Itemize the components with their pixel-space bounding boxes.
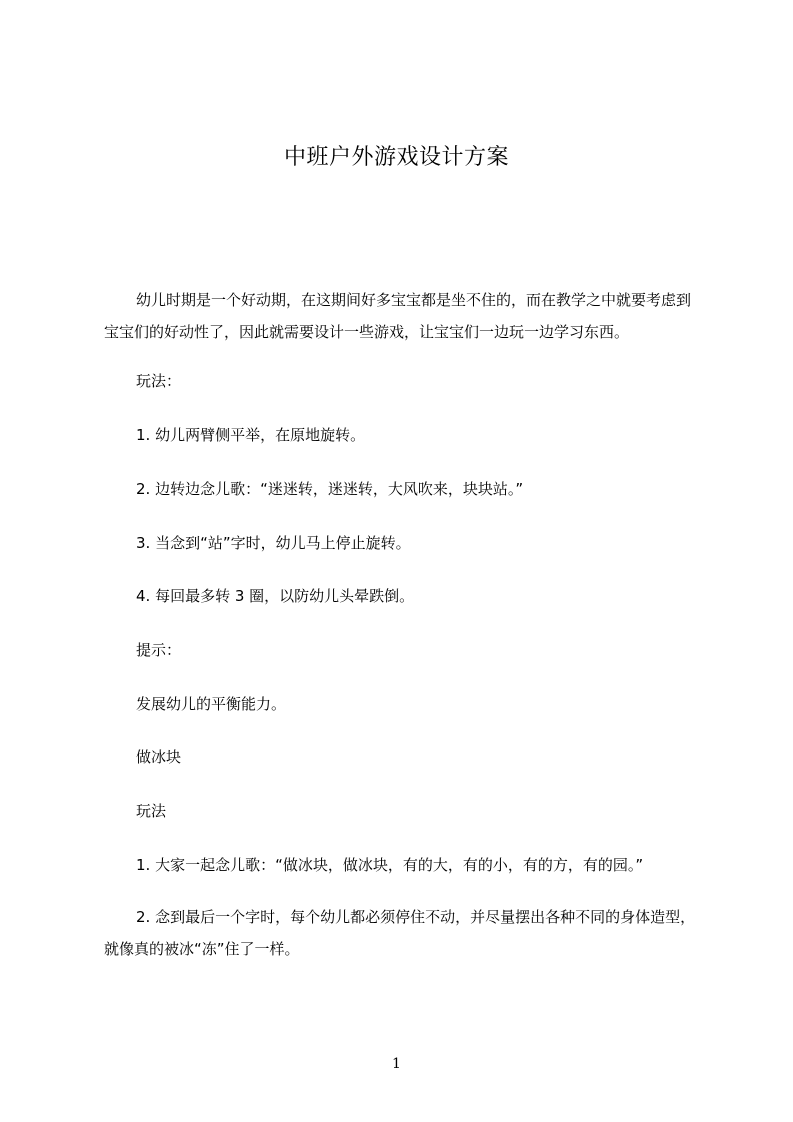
rule-item-4: 4. 每回最多转 3 圈，以防幼儿头晕跌倒。 (136, 587, 415, 605)
rule-item-1: 1. 幼儿两臂侧平举，在原地旋转。 (136, 426, 366, 444)
play-method-heading: 玩法： (136, 372, 182, 390)
page-number: 1 (392, 1056, 401, 1072)
game-2-play-heading: 玩法 (136, 802, 167, 820)
game-2-title: 做冰块 (136, 748, 182, 766)
rule-item-3: 3. 当念到“站”字时，幼儿马上停止旋转。 (136, 534, 411, 552)
document-title: 中班户外游戏设计方案 (283, 145, 509, 170)
intro-paragraph: 幼儿时期是一个好动期，在这期间好多宝宝都是坐不住的，而在教学之中就要考虑到宝宝们的好动性了，因此就需要设计一些游戏，让宝宝们一边玩一边学习东西。 (104, 291, 692, 341)
game-2-rule-1: 1. 大家一起念儿歌：“做冰块，做冰块，有的大，有的小，有的方，有的园。” (136, 856, 644, 874)
tips-heading: 提示： (136, 641, 182, 659)
rule-item-2: 2. 边转边念儿歌：“迷迷转，迷迷转，大风吹来，块块站。” (136, 480, 524, 498)
tips-text: 发展幼儿的平衡能力。 (136, 695, 287, 713)
game-2-rule-2: 2. 念到最后一个字时，每个幼儿都必须停住不动，并尽量摆出各种不同的身体造型，就像真的被冰“冻”住了一样。 (104, 908, 696, 958)
